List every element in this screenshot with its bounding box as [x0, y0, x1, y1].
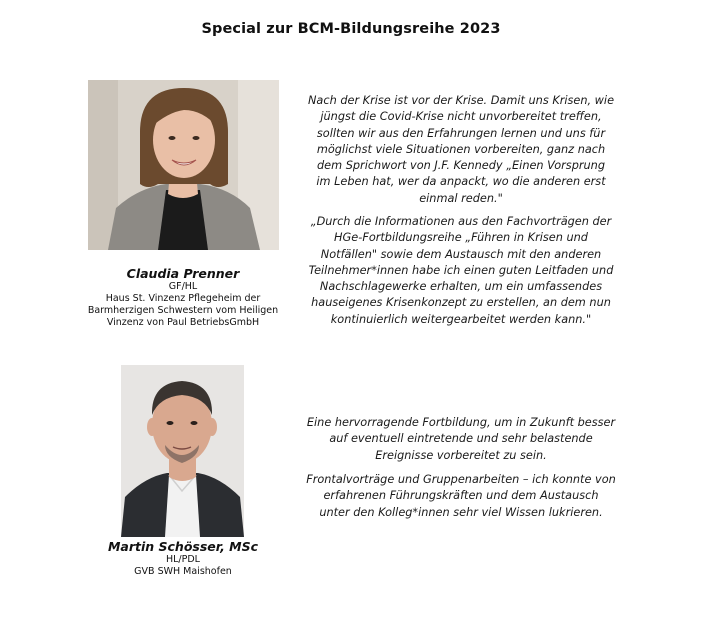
quote-line: Notfällen" sowie dem Austausch mit den anderen — [320, 247, 602, 261]
quote-line: auf eventuell eintretende und sehr belastende — [329, 432, 593, 446]
quote-line: Frontalvorträge und Gruppenarbeiten – ich konnte von — [306, 473, 616, 486]
testimonial-quote — [290, 214, 632, 328]
quote-line: jüngst die Covid-Krise nicht unvorbereitet treffen, — [320, 110, 602, 124]
portrait-photo-claudia-prenner — [88, 80, 279, 250]
quote-line: im Leben hat, wer da anpackt, wo die anderen erst — [316, 175, 606, 189]
person-role: HL/PDL — [166, 554, 200, 565]
person-name: Martin Schösser, MSc — [107, 539, 259, 554]
quote-line: erfahrenen Führungskräften und dem Austausch — [323, 489, 599, 503]
person-org-line: GVB SWH Maishofen — [134, 566, 232, 577]
testimonial-quote — [290, 472, 632, 521]
quote-line: dem Sprichwort von J.F. Kennedy „Einen Vorsprung — [317, 159, 605, 173]
quote-line: Eine hervorragende Fortbildung, um in Zukunft besser — [306, 416, 616, 429]
page-title: Special zur BCM-Bildungsreihe 2023 — [201, 21, 501, 37]
quote-line: hauseigenes Krisenkonzept zu erstellen, an dem nun — [311, 296, 611, 310]
quote-line: „Durch die Informationen aus den Fachvorträgen der — [310, 215, 612, 228]
quote-line: unter den Kolleg*innen sehr viel Wissen lukrieren. — [319, 505, 603, 519]
quote-line: Ereignisse vorbereitet zu sein. — [375, 448, 547, 462]
portrait-photo-martin-schoesser — [121, 365, 244, 537]
person-role: GF/HL — [168, 281, 198, 292]
quote-line: HGe-Fortbildungsreihe „Führen in Krisen und — [334, 231, 588, 245]
quote-line: Nachschlagewerke erhalten, um ein umfassendes — [319, 280, 603, 294]
quote-line: sollten wir aus den Erfahrungen lernen und uns für — [316, 126, 606, 140]
testimonial-quote — [290, 415, 632, 464]
quote-line: kontinuierlich weitergearbeitet werden kann." — [330, 312, 592, 326]
person-name: Claudia Prenner — [126, 266, 240, 281]
person-caption — [60, 539, 306, 578]
person-org-line: Barmherzigen Schwestern vom Heiligen — [87, 305, 279, 316]
person-caption — [60, 266, 306, 329]
quote-line: einmal reden." — [419, 191, 503, 205]
testimonial-quote — [290, 93, 632, 207]
person-org-line: Vinzenz von Paul BetriebsGmbH — [106, 317, 260, 328]
quote-line: möglichst viele Situationen vorbereiten, ganz nach — [316, 142, 606, 156]
quote-line: Teilnehmer*innen habe ich einen guten Leitfaden und — [308, 263, 614, 277]
person-org-line: Haus St. Vinzenz Pflegeheim der — [105, 293, 261, 304]
quote-line: Nach der Krise ist vor der Krise. Damit uns Krisen, wie — [307, 94, 615, 107]
